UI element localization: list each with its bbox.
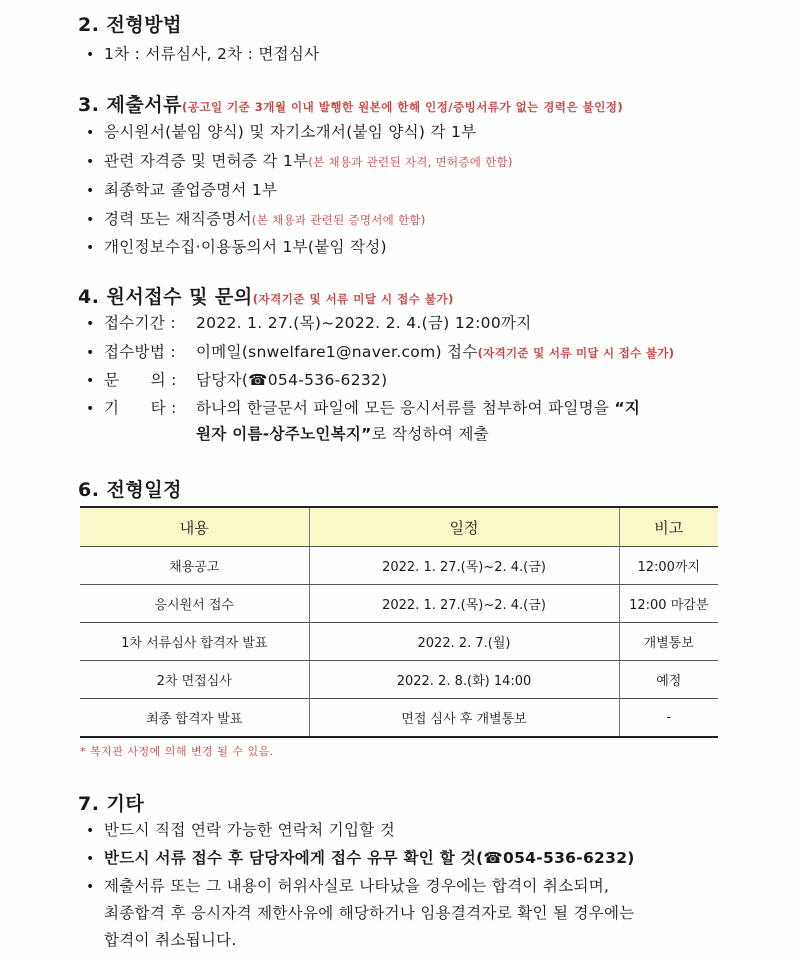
bullet-icon: • [86,183,95,199]
table-cell: 2차 면접심사 [80,661,309,699]
bullet-icon: • [86,240,95,256]
list-item: • 기 타 : 하나의 한글문서 파일에 모든 응시서류를 첨부하여 파일명을 “지 [86,399,641,417]
list-item: • 관련 자격증 및 면허증 각 1부(본 채용과 관련된 자격, 면허증에 한함) [86,152,513,170]
column-header: 내용 [80,507,309,547]
list-item: • 응시원서(붙임 양식) 및 자기소개서(붙임 양식) 각 1부 [86,123,477,141]
list-item: • 접수기간 : 2022. 1. 27.(목)~2022. 2. 4.(금) 12:00까지 [86,314,532,332]
table-row [80,699,718,738]
bullet-icon: • [86,125,95,141]
list-item: • 제출서류 또는 그 내용이 허위사실로 나타났을 경우에는 합격이 취소되며, [86,877,610,895]
table-row [80,661,718,699]
table-cell: 2022. 1. 27.(목)~2. 4.(금) [309,585,619,623]
bullet-icon: • [86,401,95,417]
section-3-title-note: (공고일 기준 3개월 이내 발행한 원본에 한해 인정/증빙서류가 없는 경력은 불인정) [181,100,624,114]
list-item: • 반드시 직접 연락 가능한 연락처 기입할 것 [86,821,396,839]
bullet-icon: • [86,47,95,63]
table-cell: 예정 [619,661,718,699]
section-2-title: 2. 전형방법 [78,14,182,36]
table-row [80,547,718,585]
table-row [80,623,718,661]
bullet-icon: • [86,212,95,228]
list-item: • 경력 또는 재직증명서(본 채용과 관련된 증명서에 한함) [86,210,426,228]
table-cell: 개별통보 [619,623,718,661]
table-cell: 응시원서 접수 [80,585,309,623]
section-6-title: 6. 전형일정 [78,479,182,501]
table-cell: 2022. 2. 8.(화) 14:00 [309,661,619,699]
column-header: 일정 [309,507,619,547]
table-cell: - [619,699,718,738]
list-item: • 문 의 : 담당자(☎054-536-6232) [86,371,388,389]
list-item: • 반드시 서류 접수 후 담당자에게 접수 유무 확인 할 것(☎054-536-6232) [86,849,635,867]
bullet-icon: • [86,851,95,867]
list-item: • 최종학교 졸업증명서 1부 [86,181,278,199]
table-cell: 12:00 마감분 [619,585,718,623]
table-cell: 최종 합격자 발표 [80,699,309,738]
bullet-icon: • [86,373,95,389]
table-row [80,585,718,623]
section-4-title: 4. 원서접수 및 문의(자격기준 및 서류 미달 시 접수 불가) [78,286,454,308]
section-4-title-note: (자격기준 및 서류 미달 시 접수 불가) [252,292,454,306]
section-7-title: 7. 기타 [78,793,145,815]
column-header: 비고 [619,507,718,547]
bullet-icon: • [86,345,95,361]
table-cell: 2022. 1. 27.(목)~2. 4.(금) [309,547,619,585]
bullet-icon: • [86,154,95,170]
list-item: • 1차 : 서류심사, 2차 : 면접심사 [86,45,320,63]
table-cell: 12:00까지 [619,547,718,585]
schedule-table [80,506,718,738]
list-item: • 개인정보수집·이용동의서 1부(붙임 작성) [86,238,387,256]
table-cell: 채용공고 [80,547,309,585]
table-cell: 2022. 2. 7.(월) [309,623,619,661]
list-item: • 접수방법 : 이메일(snwelfare1@naver.com) 접수(자격기준 및 서류 미달 시 접수 불가) [86,343,675,361]
bullet-icon: • [86,316,95,332]
list-item-continuation: 최종합격 후 응시자격 제한사유에 해당하거나 임용결격자로 확인 될 경우에는 [104,904,635,922]
section-3-title: 3. 제출서류(공고일 기준 3개월 이내 발행한 원본에 한해 인정/증빙서류가 없는 경력은 불인정) [78,94,624,116]
table-cell: 1차 서류심사 합격자 발표 [80,623,309,661]
table-cell: 면접 심사 후 개별통보 [309,699,619,738]
bullet-icon: • [86,823,95,839]
table-header-row [80,507,718,547]
list-item-continuation: 원자 이름-상주노인복지”로 작성하여 제출 [196,425,490,443]
list-item-continuation: 합격이 취소됩니다. [104,931,237,949]
schedule-note: * 복지관 사정에 의해 변경 될 수 있음. [80,745,274,758]
bullet-icon: • [86,879,95,895]
